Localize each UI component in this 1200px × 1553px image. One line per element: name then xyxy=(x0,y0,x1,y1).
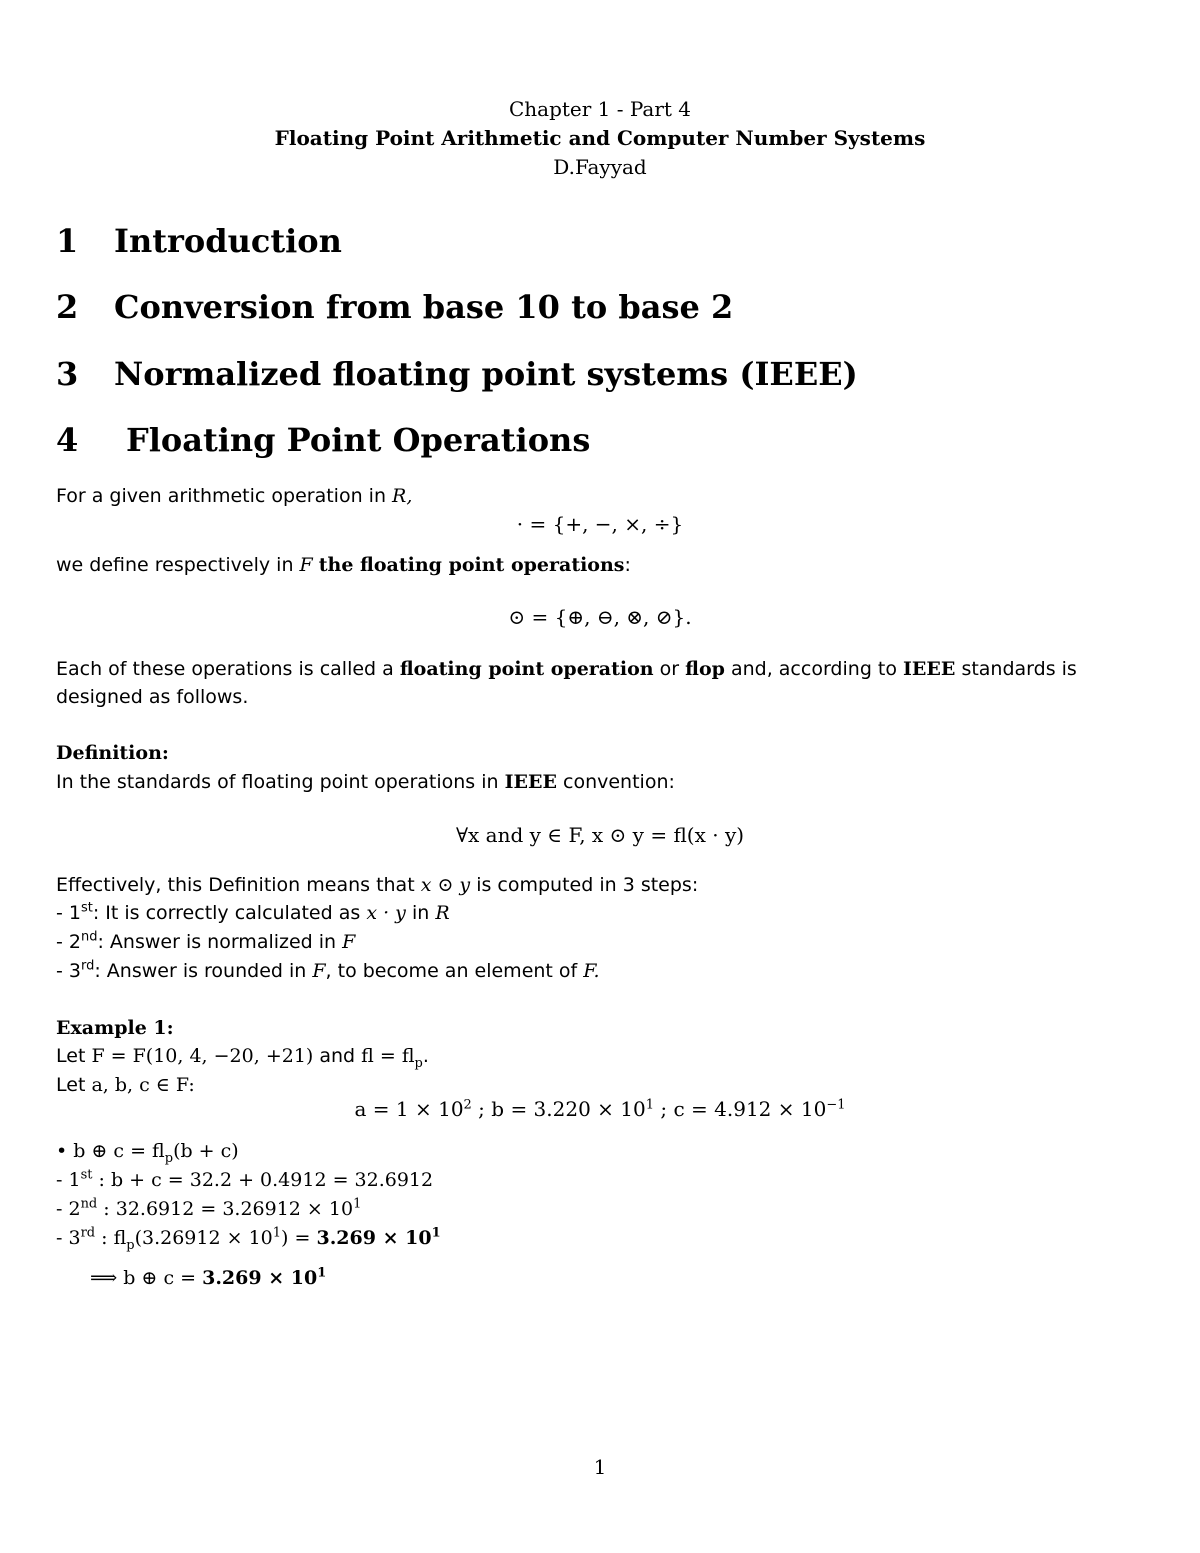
document-subtitle: Floating Point Arithmetic and Computer Number Systems xyxy=(274,126,926,150)
author: D.Fayyad xyxy=(553,155,647,179)
section-heading-4: 4 Floating Point Operations xyxy=(56,421,591,459)
example-values: $a = 1 \times 10^2$ ; $b = 3.220 \times 10^1$ ; $c = 4.912 \times 10^{-1}$ xyxy=(354,1097,846,1121)
effectively-line: Effectively, this Definition means that x ⊙ y is computed in 3 steps: xyxy=(56,874,699,896)
flop-paragraph-line-1: Each of these operations is called a floating point operation or flop and, according to IEEE standards is xyxy=(56,658,1077,680)
operations-equation: · = {+, −, ×, ÷} xyxy=(516,512,684,536)
section-heading-2: 2 Conversion from base 10 to base 2 xyxy=(56,288,734,326)
example-let-1: Let F = F(10, 4, −20, +21) and fl = $fl_p$. xyxy=(56,1045,429,1071)
step-1: - 1st: It is correctly calculated as x · y in R xyxy=(56,900,450,924)
define-line: we define respectively in F the floating point operations: xyxy=(56,554,631,576)
example-bullet: • b ⊕ $c = fl_p(b + c)$ xyxy=(56,1140,239,1166)
intro-line: For a given arithmetic operation in R, xyxy=(56,485,413,507)
example-step-1: - 1st : b + c = 32.2 + 0.4912 = 32.6912 xyxy=(56,1167,434,1191)
flop-paragraph-line-2: designed as follows. xyxy=(56,686,249,708)
example-label: Example 1: xyxy=(56,1017,174,1039)
section-heading-3: 3 Normalized floating point systems (IEEE) xyxy=(56,355,858,393)
step-2: - 2nd: Answer is normalized in F xyxy=(56,929,356,953)
flops-equation: ⊙ = {⊕, ⊖, ⊗, ⊘}. xyxy=(508,605,692,629)
step-3: - 3rd: Answer is rounded in F, to become an element of F. xyxy=(56,958,600,982)
page-number: 1 xyxy=(593,1455,607,1479)
definition-label: Definition: xyxy=(56,742,169,764)
example-result: ⟹ b ⊕ $c = 3.269 \times 10^1$ xyxy=(90,1265,327,1289)
definition-text: In the standards of floating point operations in IEEE convention: xyxy=(56,771,675,793)
section-heading-1: 1 Introduction xyxy=(56,222,342,260)
example-let-2: Let a, b, c ∈ F: xyxy=(56,1074,195,1096)
example-step-2: - 2nd : $32.6912 = 3.26912 \times 10^1$ xyxy=(56,1196,362,1220)
chapter-title: Chapter 1 - Part 4 xyxy=(508,97,692,121)
definition-equation: ∀x and y ∈ F, x ⊙ y = fl(x · y) xyxy=(455,823,745,847)
example-step-3: - 3rd : $fl_p(3.26912 \times 10^1) = 3.269 \times 10^1$ xyxy=(56,1225,441,1253)
